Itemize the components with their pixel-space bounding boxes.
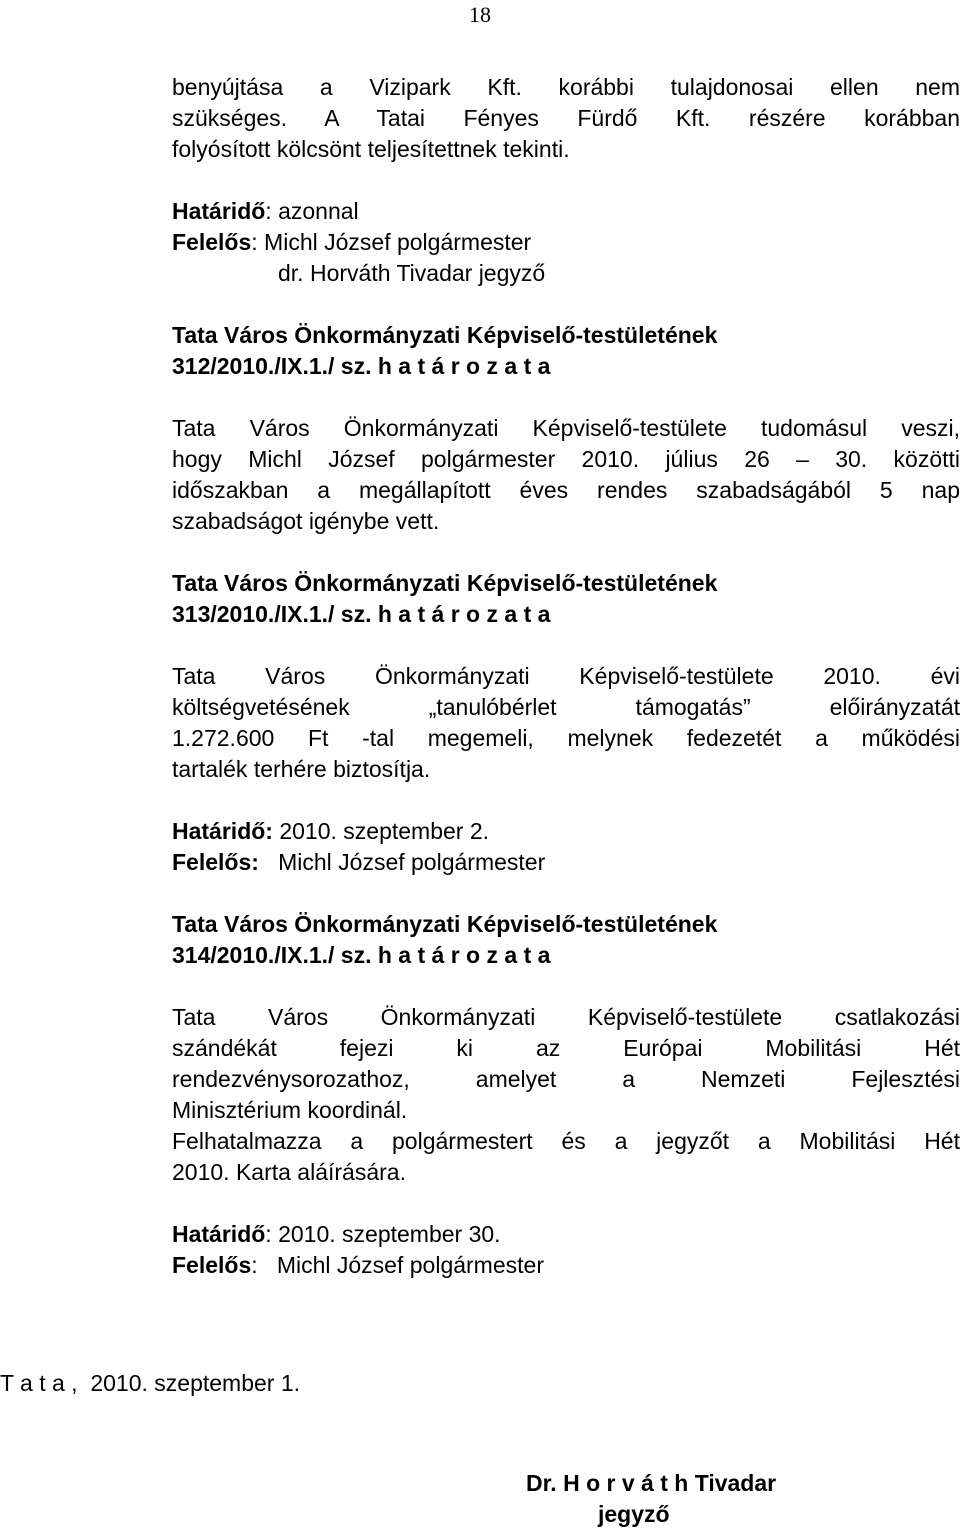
document-body xyxy=(172,72,960,1281)
deadline-block-1 xyxy=(172,196,960,289)
resolution-number: 313/2010./IX.1./ sz. h a t á r o z a t a xyxy=(172,601,551,627)
text-line: benyújtása a Vizipark Kft. korábbi tulajdonosai ellen nem xyxy=(172,74,960,100)
resolution-number: 314/2010./IX.1./ sz. h a t á r o z a t a xyxy=(172,942,551,968)
text-line: hogy Michl József polgármester 2010. július 26 – 30. közötti xyxy=(172,446,960,472)
text-line: Tata Város Önkormányzati Képviselő-testülete csatlakozási xyxy=(172,1004,960,1030)
resolution-heading: Tata Város Önkormányzati Képviselő-testületének xyxy=(172,570,718,596)
text-line: rendezvénysorozathoz, amelyet a Nemzeti Fejlesztési xyxy=(172,1066,960,1092)
text-line: folyósított kölcsönt teljesítettnek tekinti. xyxy=(172,136,570,162)
deadline-value: 2010. szeptember 2. xyxy=(272,818,490,844)
responsible-value: Michl József polgármester xyxy=(258,849,546,875)
text-line: Tata Város Önkormányzati Képviselő-testülete tudomásul veszi, xyxy=(172,415,960,441)
responsible-label: Felelős: xyxy=(172,849,259,875)
resolution-heading: Tata Város Önkormányzati Képviselő-testületének xyxy=(172,911,718,937)
text-line: 1.272.600 Ft -tal megemeli, melynek fedezetét a működési xyxy=(172,725,960,751)
deadline-value: : azonnal xyxy=(265,198,359,224)
resolution-314 xyxy=(172,909,960,1281)
deadline-label: Határidő: xyxy=(172,818,273,844)
text-line: költségvetésének „tanulóbérlet támogatás” előirányzatát xyxy=(172,694,960,720)
responsible-label: Felelős xyxy=(172,1252,252,1278)
text-line: tartalék terhére biztosítja. xyxy=(172,756,431,782)
responsible-value-2: dr. Horváth Tivadar jegyző xyxy=(278,260,546,286)
text-line: Minisztérium koordinál. xyxy=(172,1097,408,1123)
responsible-value: : Michl József polgármester xyxy=(251,1252,544,1278)
signatory-name: Dr. H o r v á t h Tivadar xyxy=(526,1470,777,1496)
text-line: Tata Város Önkormányzati Képviselő-testülete 2010. évi xyxy=(172,663,960,689)
resolution-number: 312/2010./IX.1./ sz. h a t á r o z a t a xyxy=(172,353,551,379)
place-and-date: T a t a , 2010. szeptember 1. xyxy=(0,1370,301,1396)
deadline-label: Határidő xyxy=(172,1221,266,1247)
deadline-label: Határidő xyxy=(172,198,266,224)
text-line: időszakban a megállapított éves rendes szabadságából 5 nap xyxy=(172,477,960,503)
signature-block xyxy=(526,1468,776,1530)
resolution-313 xyxy=(172,568,960,878)
text-line: Felhatalmazza a polgármestert és a jegyzőt a Mobilitási Hét xyxy=(172,1128,960,1154)
page-number: 18 xyxy=(469,2,491,27)
signatory-role: jegyző xyxy=(598,1501,670,1527)
text-line: szükséges. A Tatai Fényes Fürdő Kft. részére korábban xyxy=(172,105,960,131)
text-line: szabadságot igénybe vett. xyxy=(172,508,440,534)
responsible-value: : Michl József polgármester xyxy=(251,229,532,255)
text-line: szándékát fejezi ki az Európai Mobilitási Hét xyxy=(172,1035,960,1061)
intro-paragraph xyxy=(172,72,960,165)
text-line: 2010. Karta aláírására. xyxy=(172,1159,406,1185)
deadline-value: : 2010. szeptember 30. xyxy=(265,1221,501,1247)
resolution-heading: Tata Város Önkormányzati Képviselő-testületének xyxy=(172,322,718,348)
resolution-312 xyxy=(172,320,960,537)
responsible-label: Felelős xyxy=(172,229,252,255)
